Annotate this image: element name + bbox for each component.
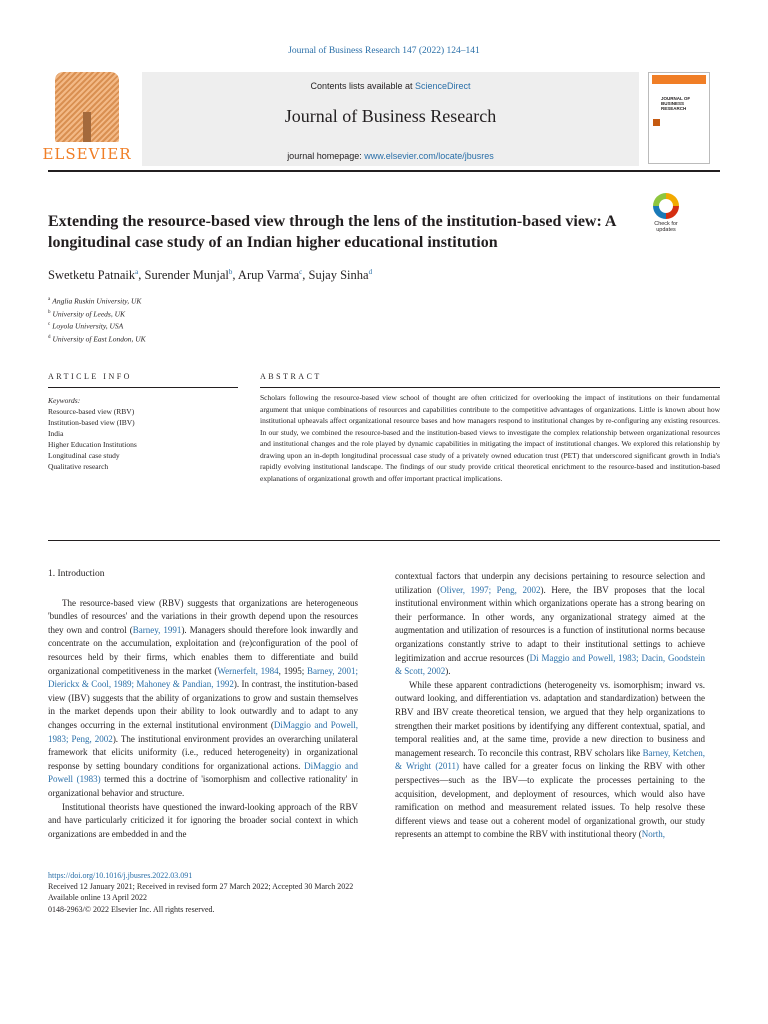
author-name[interactable]: Surender Munjal: [144, 268, 229, 283]
body-text-run: have called for a greater focus on linking the RBV with other perspectives—such as the IBV—to explicate the processes pertaining to the acquisition, development, and deployment of resources, which would also have ramification on method and measurement related issues. To help resolve these different views and tease out a coherent model of organizational growth, our study represents an attempt to combine the RBV with institutional theory (: [395, 761, 705, 840]
sciencedirect-link[interactable]: ScienceDirect: [415, 81, 471, 91]
author-name[interactable]: Swetketu Patnaik: [48, 268, 136, 283]
doi-link[interactable]: https://doi.org/10.1016/j.jbusres.2022.03.091: [48, 871, 193, 880]
keyword-item: Resource-based view (RBV): [48, 407, 135, 416]
publisher-name: ELSEVIER: [42, 145, 132, 163]
affiliation-mark[interactable]: d: [368, 268, 373, 276]
affiliation-item: [48, 332, 448, 345]
affiliation-mark: a: [48, 297, 51, 302]
keyword-item: Longitudinal case study: [48, 451, 120, 460]
journal-cover-thumbnail: [648, 72, 710, 164]
affiliation-item: [48, 294, 448, 307]
body-text-run: , 1995;: [278, 665, 308, 676]
author-name[interactable]: Sujay Sinha: [308, 268, 369, 283]
abstract-rule: [260, 387, 720, 388]
cover-title: JOURNAL OF BUSINESS RESEARCH: [661, 96, 691, 111]
affiliation-text: University of Leeds, UK: [52, 309, 125, 318]
keywords-label: Keywords:: [48, 396, 81, 405]
cover-logo-mark: [653, 119, 660, 126]
body-text-run: ). In contrast, the institution-based view (IBV) suggests that the ability of organizations to grow and sustain themselves in the market depends upon their ability to look outwardly and to adapt to any changes occurring in the external institutional environment (: [48, 679, 358, 730]
abstract-text: Scholars following the resource-based view school of thought are often criticized for overlooking the impact of institutions on their fundamental argument that unique combinations of resources and capabilities contribute to the competitive advantages of organizations. Little is known about how institutional upheavals affect organizational resource bases and how managers respond to institutional changes by re-configuring any existing resources. In our study, we combined the resource-based and the institution-based views to investigate the complex relationship between organizational resources and institutional changes and the role played by dynamic capabilities in mitigating the impact of institutional changes. We explored this relationship by drawing upon an in-depth longitudinal processual case study of a privately owned education trust (PET) that underscored significant growth in India's rapidly evolving institutional landscape. The findings of our study provide critical theoretical enrichment to the resource-based and institution-based explanations of organizational growth and offer important practical implications.: [260, 393, 720, 483]
keyword-item: Institution-based view (IBV): [48, 418, 135, 427]
citation-link[interactable]: Oliver, 1997; Peng, 2002: [440, 584, 541, 595]
citation-link[interactable]: Barney, 2001; Dierickx & Cool, 1989; Mahoney & Pandian, 1992: [48, 665, 358, 690]
body-paragraph: [395, 679, 705, 842]
affiliation-mark[interactable]: c: [299, 268, 303, 276]
body-column-right: [395, 570, 705, 842]
contents-prefix: Contents lists available at: [310, 81, 416, 91]
affiliation-item: [48, 307, 448, 320]
body-paragraph: [48, 801, 358, 842]
affiliation-mark: d: [48, 334, 51, 340]
check-for-updates-button[interactable]: [648, 193, 684, 233]
keyword-item: Qualitative research: [48, 462, 109, 471]
affiliation-mark: b: [48, 309, 51, 315]
homepage-line: [142, 151, 639, 161]
contents-line: [142, 81, 639, 91]
author-name[interactable]: Arup Varma: [237, 268, 300, 283]
received-dates: Received 12 January 2021; Received in revised form 27 March 2022; Accepted 30 March 2022: [48, 882, 354, 892]
article-info-rule: [48, 387, 238, 388]
check-updates-label: Check for updates: [654, 221, 678, 233]
citation-link[interactable]: DiMaggio and Powell (1983): [48, 760, 358, 785]
homepage-link[interactable]: www.elsevier.com/locate/jbusres: [364, 151, 494, 161]
journal-title: Journal of Business Research: [284, 106, 497, 126]
citation-link[interactable]: Barney, Ketchen, & Wright (2011): [395, 747, 705, 772]
section-heading: 1. Introduction: [48, 569, 105, 579]
body-text-run: Institutional theorists have questioned the inward-looking approach of the RBV and have particularly criticized it for ignoring the broader social context in which organizations are embedded in and the: [48, 801, 358, 839]
body-text-run: ).: [445, 666, 451, 677]
journal-citation-link[interactable]: Journal of Business Research 147 (2022) 124–141: [288, 46, 480, 56]
abstract-heading: ABSTRACT: [260, 372, 322, 381]
copyright-line: 0148-2963/© 2022 Elsevier Inc. All rights reserved.: [48, 904, 215, 914]
homepage-prefix: journal homepage:: [287, 151, 365, 161]
body-paragraph: [48, 597, 358, 801]
article-info-heading: ARTICLE INFO: [48, 372, 132, 381]
article-title: Extending the resource-based view through the lens of the institution-based view: A longitudinal case study of an Indian higher educational institution: [48, 213, 616, 251]
body-text-run: ). The institutional environment provides an overarching unilateral framework that elicits uniformity (i.e., reduced heterogeneity) in organizational response by setting boundary conditions for organizational actions.: [48, 733, 358, 771]
citation-link[interactable]: North,: [641, 829, 666, 840]
affiliation-mark[interactable]: a: [135, 268, 139, 276]
keywords-block: [48, 395, 238, 472]
affiliation-mark: c: [48, 322, 51, 327]
body-text-run: contextual factors that underpin any decisions pertaining to resource selection and utilization (: [395, 571, 705, 595]
available-online: Available online 13 April 2022: [48, 893, 147, 903]
article-footer: [48, 870, 448, 915]
body-text-run: termed this a doctrine of 'isomorphism and collective rationality' in organizational behavior and structure.: [48, 774, 358, 798]
body-paragraph: [395, 570, 705, 679]
citation-link[interactable]: Wernerfelt, 1984: [217, 665, 279, 676]
keyword-item: Higher Education Institutions: [48, 440, 137, 449]
body-text-run: ). Here, the IBV proposes that the local institutional environment within which organizations operate has a strong bearing on their performance. In other words, any organizational strategy aimed at the augmentation and utilization of resources is a function of institutional norms because organizations constantly strive to adapt to their institutional settings to achieve legitimization and accrue resources (: [395, 584, 705, 663]
affiliation-mark[interactable]: b: [228, 268, 233, 276]
affiliation-list: [48, 294, 448, 344]
affiliation-item: [48, 319, 448, 332]
citation-link[interactable]: Di Maggio and Powell, 1983; Dacin, Goodstein & Scott, 2002: [395, 652, 705, 677]
citation-link[interactable]: DiMaggio and Powell, 1983; Peng, 2002: [48, 719, 358, 744]
affiliation-text: Anglia Ruskin University, UK: [52, 296, 142, 306]
header-rule: [48, 170, 720, 172]
body-column-left: [48, 568, 358, 841]
abstract-bottom-rule: [48, 540, 720, 541]
body-text-run: While these apparent contradictions (heterogeneity vs. isomorphism; inward vs. outward looking, and differentiation vs. adaptation and standardization) between the RBV and IBV create theoretical tension, we argued that they help organizations to strengthen their market positions by identifying any different contextual, spatial, and temporal realities and, at the same time, provide a new direction to business and management research. To reconcile this contrast, RBV scholars like: [395, 679, 705, 758]
citation-link[interactable]: Barney, 1991: [132, 624, 182, 635]
author-list: Swetketu Patnaik$^a$, Surender Munjal$^b$, Arup Varma$^c$, Sujay Sinha$^d$: [48, 268, 373, 283]
body-text-run: The resource-based view (RBV) suggests that organizations are heterogeneous 'bundles of resources' and the variations in their growth depend upon the resources they own and control (: [48, 597, 358, 635]
cover-band: [652, 75, 706, 84]
affiliation-text: University of East London, UK: [52, 334, 146, 343]
check-updates-icon: [653, 193, 679, 219]
affiliation-text: Loyola University, USA: [52, 321, 124, 331]
elsevier-tree-icon: [55, 72, 119, 142]
keyword-item: India: [48, 429, 64, 438]
body-text-run: ). Managers should therefore look inwardly and concentrate on the accumulation, exploitation and (re)configuration of the pool of resources held by their firms, which enables them to differentiate and build organizational competitiveness in the market (: [48, 624, 358, 676]
elsevier-logo: [42, 72, 132, 166]
